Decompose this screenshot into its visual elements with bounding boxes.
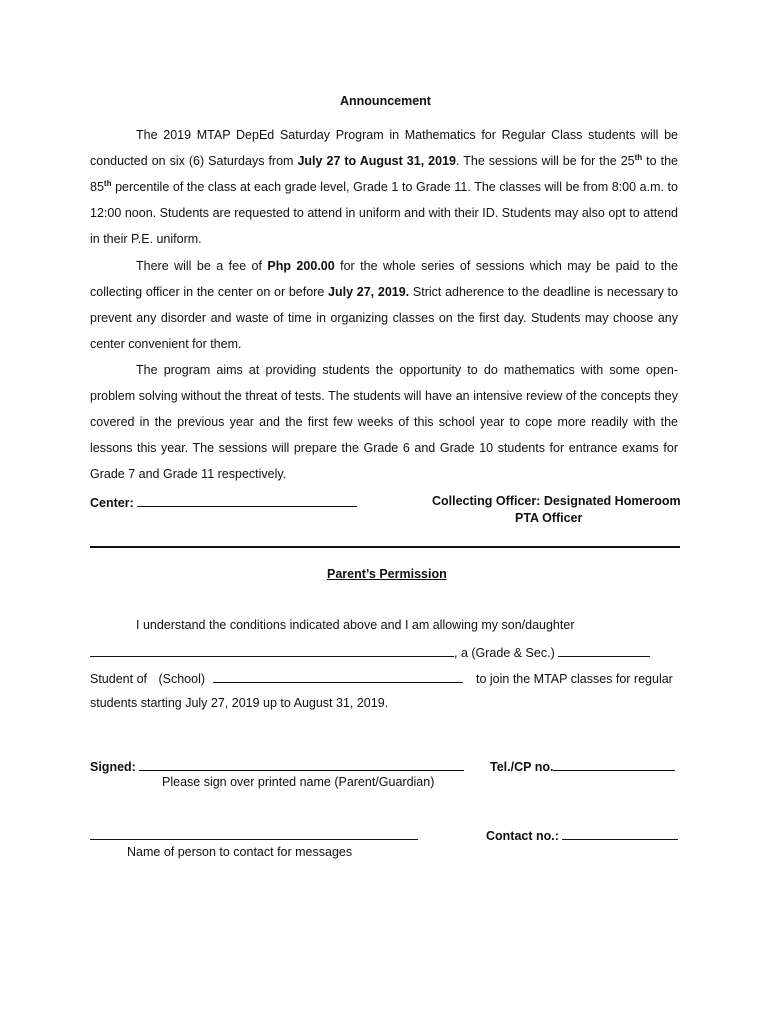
contact-instruction: Name of person to contact for messages <box>127 845 353 859</box>
collecting-officer-line-2: PTA Officer <box>515 511 583 525</box>
section-divider <box>90 546 680 548</box>
student-name-blank-line[interactable] <box>90 644 454 657</box>
contact-number-field: Contact no.: <box>486 827 678 843</box>
contact-name-blank-line[interactable] <box>90 827 418 840</box>
announcement-paragraph-3: The program aims at providing students the opportunity to do mathematics with some open-problem solving without the threat of tests. The students will have an intensive review of the concepts they covered in the previous year and the first few weeks of this school year to cope more readily with the lessons this year. The sessions will prepare the Grade 6 and Grade 10 students for entrance exams for Grade 7 and Grade 11 respectively. <box>90 363 678 481</box>
contact-number-blank-line[interactable] <box>562 827 678 840</box>
center-field: Center: <box>90 494 357 510</box>
center-blank-line[interactable] <box>137 494 357 507</box>
announcement-title: Announcement <box>340 94 431 108</box>
collecting-officer-line-1: Collecting Officer: Designated Homeroom <box>432 494 681 508</box>
student-name-row: , a (Grade & Sec.) <box>90 644 650 660</box>
school-blank-line[interactable] <box>213 670 463 683</box>
school-row: Student of (School) to join the MTAP classes for regular <box>90 672 673 686</box>
tel-blank-line[interactable] <box>553 758 675 771</box>
grade-section-blank-line[interactable] <box>558 644 650 657</box>
signature-blank-line[interactable] <box>139 758 464 771</box>
announcement-paragraph-1: The 2019 MTAP DepEd Saturday Program in Mathematics for Regular Class students will be conducted on six (6) Saturdays from July 27 to August 31, 2019. The sessions will be for the 25th to the 85th percentile of the class at each grade level, Grade 1 to Grade 11. The classes will be from 8:00 a.m. to 12:00 noon. Students are requested to attend in uniform and with their ID. Students may also opt to attend in their P.E. uniform. <box>90 128 678 246</box>
announcement-paragraph-2: There will be a fee of Php 200.00 for the whole series of sessions which may be paid to the collecting officer in the center on or before July 27, 2019. Strict adherence to the deadline is necessary to prevent any disorder and waste of time in organizing classes on the first day. Students may choose any center convenient for them. <box>90 259 678 351</box>
tel-field: Tel./CP no. <box>490 758 675 774</box>
permission-statement: I understand the conditions indicated above and I am allowing my son/daughter <box>136 618 575 632</box>
program-dates-line: students starting July 27, 2019 up to August 31, 2019. <box>90 696 389 710</box>
signature-row: Signed: <box>90 758 464 774</box>
contact-name-field <box>90 827 418 843</box>
permission-title: Parent’s Permission <box>327 567 447 581</box>
sign-instruction: Please sign over printed name (Parent/Guardian) <box>162 775 435 789</box>
